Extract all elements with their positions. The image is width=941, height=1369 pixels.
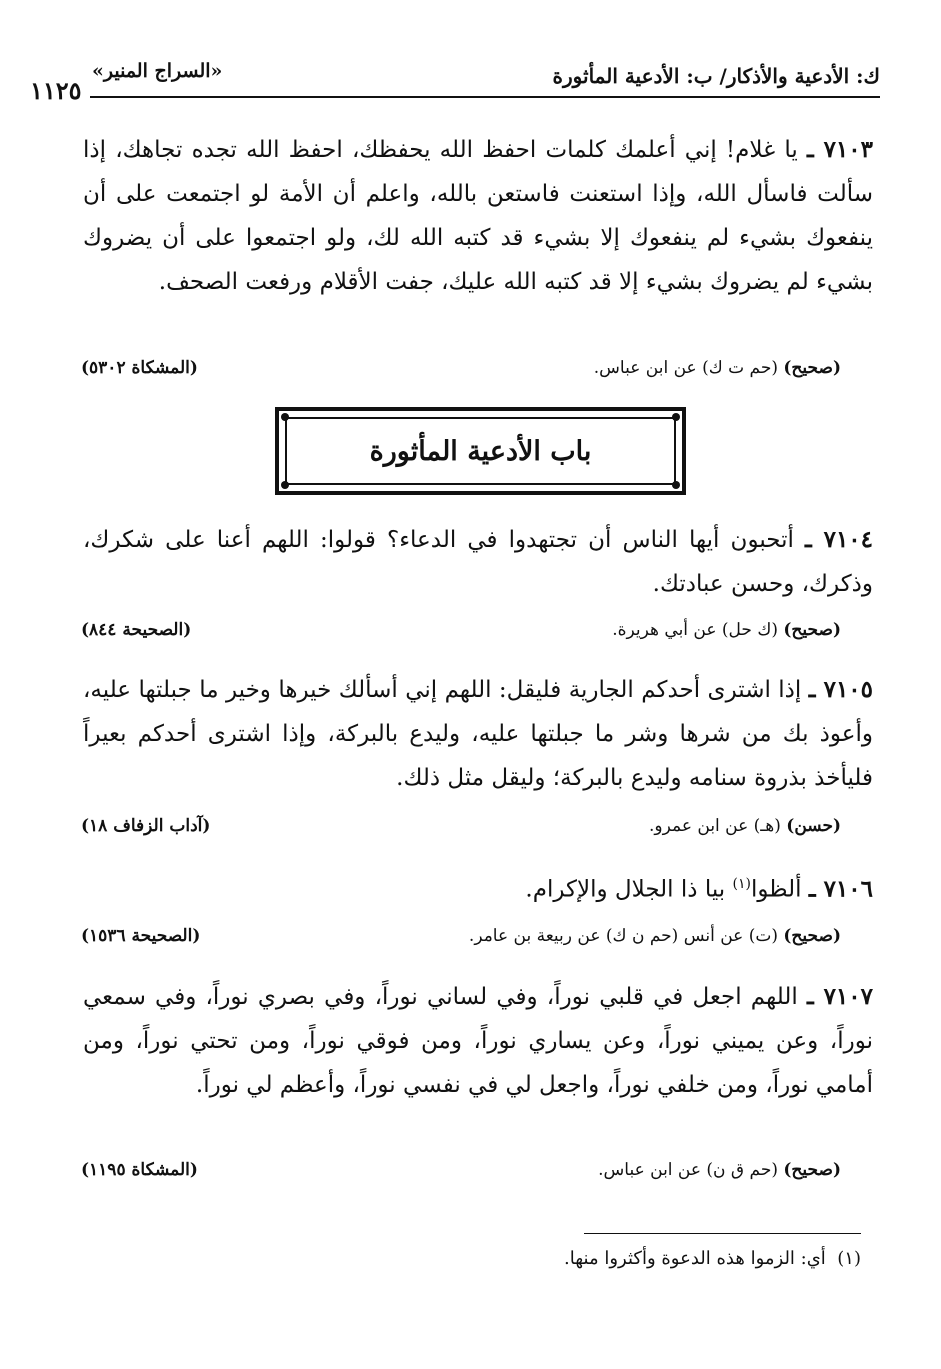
hadith-7106 <box>83 862 873 912</box>
grade: (صحيح) <box>783 620 841 640</box>
hadith-text: يا غلام! إني أعلمك كلمات احفظ الله يحفظك، احفظ الله تجده تجاهك، إذا سألت فاسأل الله، وإذا استعنت فاستعن بالله، واعلم أن الأمة لو اجتمعت على أن ينفعوك بشيء لم ينفعوك إلا بشيء قد كتبه الله لك، ولو اجتمعوا على أن يضروك بشيء لم يضروك بشيء إلا قد كتبه الله عليك، جفت الأقلام ورفعت الصحف. <box>83 137 873 295</box>
page-number: ١١٢٥ <box>30 76 82 105</box>
hadith-7107 <box>83 975 873 1107</box>
hadith-text-end: بيا ذا الجلال والإكرام. <box>525 876 733 903</box>
footnote-marker: (١) <box>732 876 751 892</box>
hadith-text-start: ألظوا <box>750 876 802 903</box>
page-header <box>30 60 880 105</box>
corner-ornament <box>672 413 680 421</box>
grade: (صحيح) <box>783 358 841 378</box>
hadith-number: ٧١٠٤ ـ <box>805 526 874 553</box>
narrators: (هـ) عن ابن عمرو. <box>649 816 781 836</box>
hadith-text: إذا اشترى أحدكم الجارية فليقل: اللهم إني أسألك خيرها وخير ما جبلتها عليه، وأعوذ بك من شرها وشر ما جبلتها عليه، وليدع بالبركة، وإذا اشترى أحدكم بعيراً فليأخذ بذروة سنامه وليدع بالبركة؛ وليقل مثل ذلك. <box>83 677 873 791</box>
reference: (آداب الزفاف ١٨) <box>81 816 211 836</box>
hadith-number: ٧١٠٥ ـ <box>808 676 874 703</box>
hadith-7104-source <box>81 620 841 650</box>
hadith-7106-source <box>81 926 841 956</box>
hadith-text: أتحبون أيها الناس أن تجتهدوا في الدعاء؟ قولوا: اللهم أعنا على شكرك، وذكرك، وحسن عبادتك. <box>83 527 873 597</box>
hadith-7104 <box>83 518 873 606</box>
corner-ornament <box>281 481 289 489</box>
narrators: (ت) عن أنس (حم ن ك) عن ربيعة بن عامر. <box>468 926 778 946</box>
hadith-7105 <box>83 668 873 800</box>
chapter-title-box <box>275 407 686 495</box>
footnote-number: (١) <box>837 1248 861 1269</box>
grade: (صحيح) <box>783 926 841 946</box>
footnote <box>564 1248 861 1269</box>
header-rule <box>90 96 880 98</box>
hadith-7107-source <box>81 1160 841 1190</box>
narrators: (حم ت ك) عن ابن عباس. <box>593 358 778 378</box>
corner-ornament <box>672 481 680 489</box>
hadith-text: اللهم اجعل في قلبي نوراً، وفي لساني نوراً، وفي بصري نوراً، وفي سمعي نوراً، وعن يميني نوراً، وعن يساري نوراً، ومن فوقي نوراً، ومن تحتي نوراً، ومن أمامي نوراً، ومن خلفي نوراً، واجعل لي في نفسي نوراً، وأعظم لي نوراً. <box>83 984 873 1098</box>
narrators: (ك حل) عن أبي هريرة. <box>612 620 778 640</box>
hadith-7103-source <box>81 358 841 388</box>
narrators: (حم ق ن) عن ابن عباس. <box>598 1160 778 1180</box>
reference: (المشكاة ١١٩٥) <box>81 1160 198 1180</box>
grade: (حسن) <box>786 816 841 836</box>
hadith-number: ٧١٠٣ ـ <box>806 136 873 163</box>
hadith-7105-source <box>81 816 841 846</box>
hadith-number: ٧١٠٧ ـ <box>806 983 873 1010</box>
hadith-7103 <box>83 128 873 304</box>
reference: (الصحيحة ١٥٣٦) <box>81 926 201 946</box>
running-head-chapter: ك: الأدعية والأذكار/ ب: الأدعية المأثورة <box>552 64 880 88</box>
footnote-text: أي: الزموا هذه الدعوة وأكثروا منها. <box>564 1248 826 1269</box>
reference: (المشكاة ٥٣٠٢) <box>81 358 198 378</box>
hadith-number: ٧١٠٦ ـ <box>808 875 873 903</box>
corner-ornament <box>281 413 289 421</box>
chapter-title: باب الأدعية المأثورة <box>369 435 592 467</box>
running-head-book: «السراج المنير» <box>92 60 223 82</box>
reference: (الصحيحة ٨٤٤) <box>81 620 192 640</box>
footnote-rule <box>584 1233 861 1234</box>
grade: (صحيح) <box>783 1160 841 1180</box>
